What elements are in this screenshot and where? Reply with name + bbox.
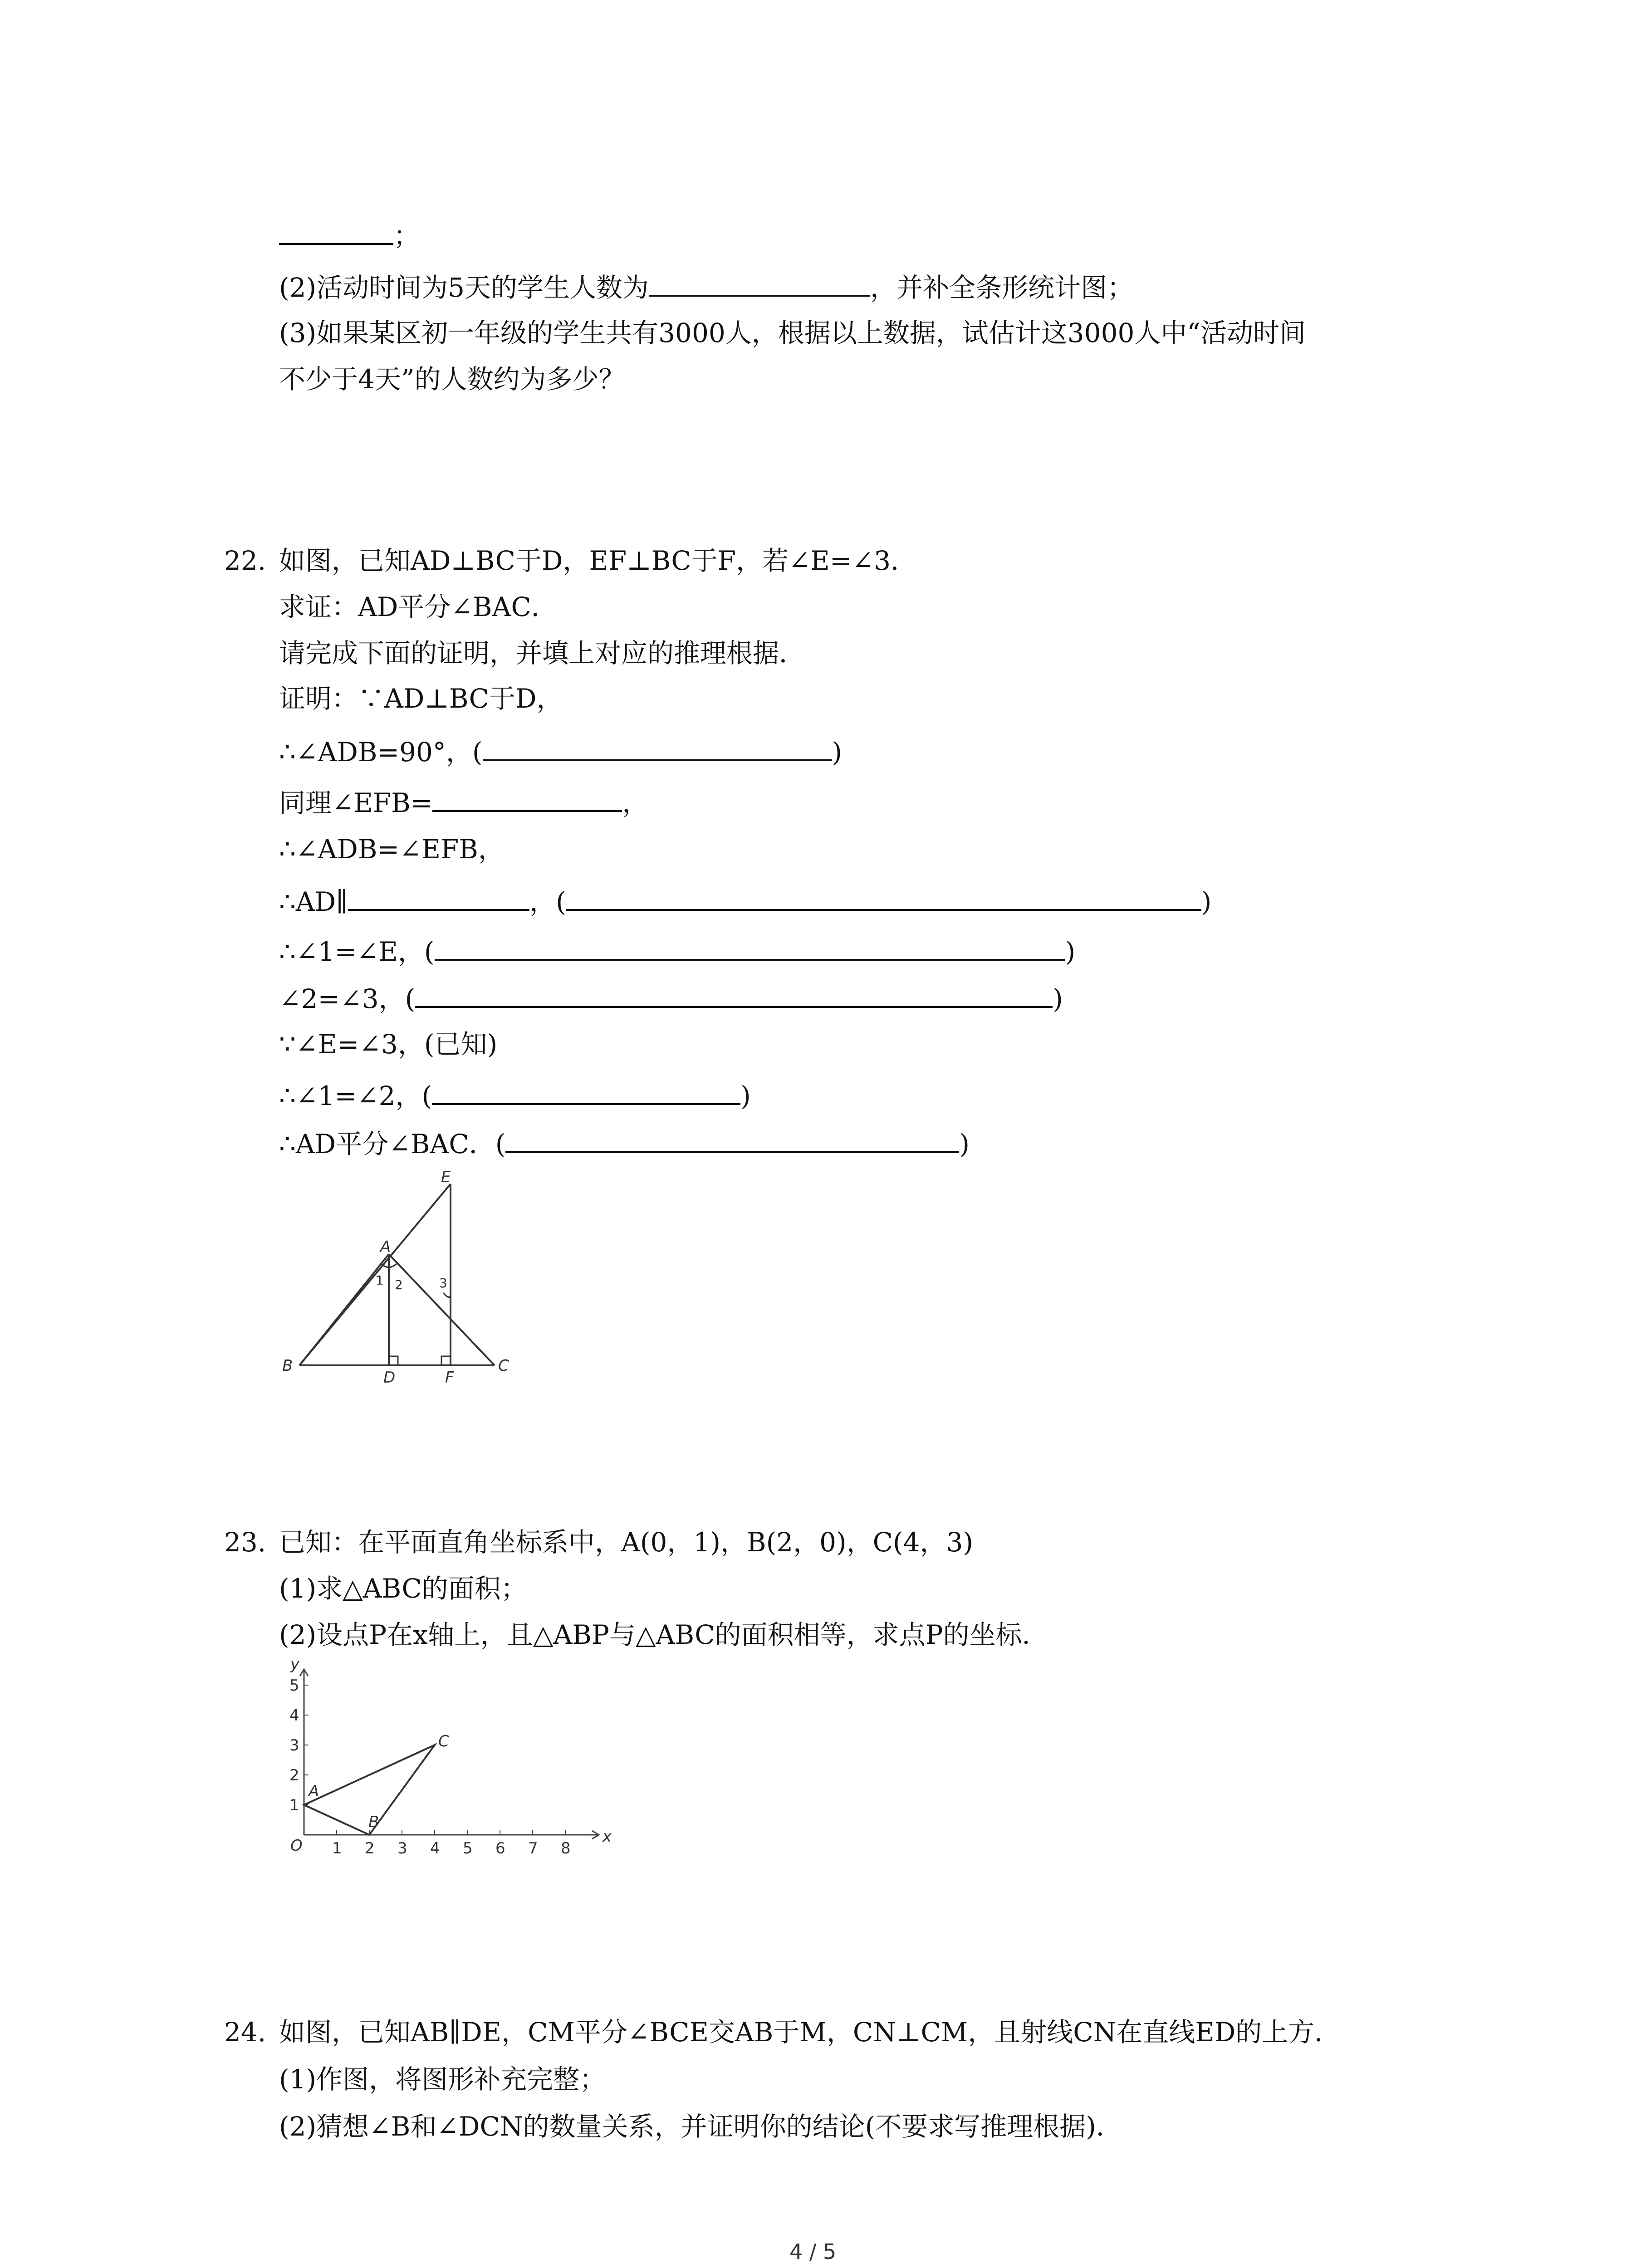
q22-step5: [279, 883, 1211, 920]
origin-label: O: [290, 1837, 303, 1855]
q21-line2: [279, 269, 1133, 306]
q23-part2: (2)设点P在x轴上，且△ABP与△ABC的面积相等，求点P的坐标．: [279, 1619, 1048, 1650]
x-tick-1: 1: [332, 1839, 342, 1857]
q22-step3-text: 同理∠EFB=: [279, 787, 433, 818]
x-tick-3: 3: [397, 1839, 407, 1857]
x-tick-6: 6: [495, 1839, 505, 1857]
paren-close: ): [1201, 886, 1212, 917]
q22-number: 22.: [224, 545, 266, 576]
q21-part2-end: ，并补全条形统计图；: [870, 272, 1134, 303]
q21-line1: [279, 217, 420, 254]
label-e: E: [441, 1168, 451, 1186]
q22-step7: [279, 980, 1063, 1017]
page-number: 4 / 5: [789, 2239, 837, 2264]
q22-step2-text: ∴∠ADB=90°，(: [279, 737, 483, 767]
angle-arc-e: [443, 1293, 451, 1297]
angle-label-1: 1: [376, 1273, 384, 1288]
q24-part1: (1)作图，将图形补充完整；: [279, 2064, 606, 2095]
q22-step2: [279, 733, 842, 770]
q23-part1: (1)求△ABC的面积；: [279, 1573, 527, 1604]
q24-number: 24.: [224, 2017, 266, 2048]
q22-step8: ∵∠E=∠3，(已知): [279, 1029, 498, 1060]
paren-close: ): [1065, 936, 1076, 967]
reason-blank[interactable]: [435, 933, 1065, 961]
reason-blank[interactable]: [566, 883, 1201, 911]
answer-blank[interactable]: [649, 269, 870, 297]
q22-stem: 如图，已知AD⊥BC于D，EF⊥BC于F，若∠E=∠3．: [279, 545, 917, 576]
y-tick-4: 4: [289, 1706, 299, 1725]
q22-step5-text: ∴AD∥: [279, 886, 348, 917]
reason-blank[interactable]: [415, 980, 1053, 1008]
q22-step10-text: ∴AD平分∠BAC．(: [279, 1129, 506, 1159]
answer-blank[interactable]: [432, 784, 622, 812]
label-b: B: [282, 1357, 293, 1375]
y-axis-label: y: [290, 1655, 300, 1673]
q22-prove: 求证：AD平分∠BAC．: [279, 591, 558, 622]
q22-step6-text: ∴∠1=∠E，(: [279, 936, 435, 967]
label-a: A: [380, 1238, 391, 1256]
answer-blank[interactable]: [279, 217, 393, 245]
point-a-label: A: [309, 1782, 319, 1800]
x-tick-7: 7: [528, 1839, 538, 1857]
x-tick-8: 8: [561, 1839, 571, 1857]
q22-figure: [272, 1166, 544, 1387]
q21-line1-end: ；: [393, 220, 420, 251]
x-tick-2: 2: [365, 1839, 375, 1857]
y-tick-2: 2: [289, 1766, 299, 1784]
right-angle-d: [389, 1356, 398, 1365]
q22-step7-text: ∠2=∠3，(: [279, 983, 416, 1014]
q24-part2: (2)猜想∠B和∠DCN的数量关系，并证明你的结论(不要求写推理根据)．: [279, 2111, 1122, 2142]
x-tick-4: 4: [430, 1839, 440, 1857]
reason-blank[interactable]: [432, 1077, 740, 1105]
paren-close: ): [832, 737, 843, 767]
point-b-label: B: [368, 1813, 379, 1831]
segment-ac: [389, 1254, 495, 1365]
y-tick-1: 1: [289, 1796, 299, 1814]
label-d: D: [383, 1369, 396, 1387]
q22-step3: [279, 784, 648, 821]
q22-step3-end: ，: [622, 787, 649, 818]
q22-step9-text: ∴∠1=∠2，(: [279, 1080, 432, 1111]
label-f: F: [445, 1369, 454, 1387]
paren-close: ): [740, 1080, 751, 1111]
q23-figure: [272, 1656, 617, 1864]
point-c-label: C: [438, 1732, 449, 1750]
q24-stem: 如图，已知AB∥DE，CM平分∠BCE交AB于M，CN⊥CM，且射线CN在直线ED的上方．: [279, 2017, 1341, 2048]
q22-step5-mid: ，(: [529, 886, 566, 917]
paren-close: ): [1053, 983, 1063, 1014]
q21-line3: (3)如果某区初一年级的学生共有3000人，根据以上数据，试估计这3000人中“活动时间: [279, 318, 1306, 348]
y-tick-5: 5: [289, 1677, 299, 1695]
q23-number: 23.: [224, 1527, 266, 1558]
right-angle-f: [441, 1356, 451, 1365]
x-tick-5: 5: [463, 1839, 473, 1857]
q22-step9: [279, 1077, 751, 1114]
q22-instruction: 请完成下面的证明，并填上对应的推理根据．: [279, 638, 806, 669]
q21-line4: 不少于4天”的人数约为多少？: [279, 364, 625, 395]
paren-close: ): [959, 1129, 970, 1159]
reason-blank[interactable]: [483, 733, 832, 761]
q23-stem: 已知：在平面直角坐标系中，A(0，1)，B(2，0)，C(4，3): [279, 1527, 974, 1558]
segment-eb: [299, 1184, 451, 1365]
angle-label-2: 2: [395, 1277, 403, 1292]
reason-blank[interactable]: [505, 1125, 959, 1153]
q22-step1: 证明：∵AD⊥BC于D，: [279, 683, 563, 714]
q22-step4: ∴∠ADB=∠EFB，: [279, 834, 505, 865]
angle-label-3: 3: [439, 1276, 447, 1290]
q22-step10: [279, 1125, 970, 1162]
q21-part2-text: (2)活动时间为5天的学生人数为: [279, 272, 649, 303]
label-c: C: [498, 1357, 509, 1375]
y-tick-3: 3: [289, 1736, 299, 1755]
q22-step6: [279, 933, 1075, 970]
answer-blank[interactable]: [348, 883, 529, 911]
x-axis-label: x: [603, 1828, 612, 1846]
